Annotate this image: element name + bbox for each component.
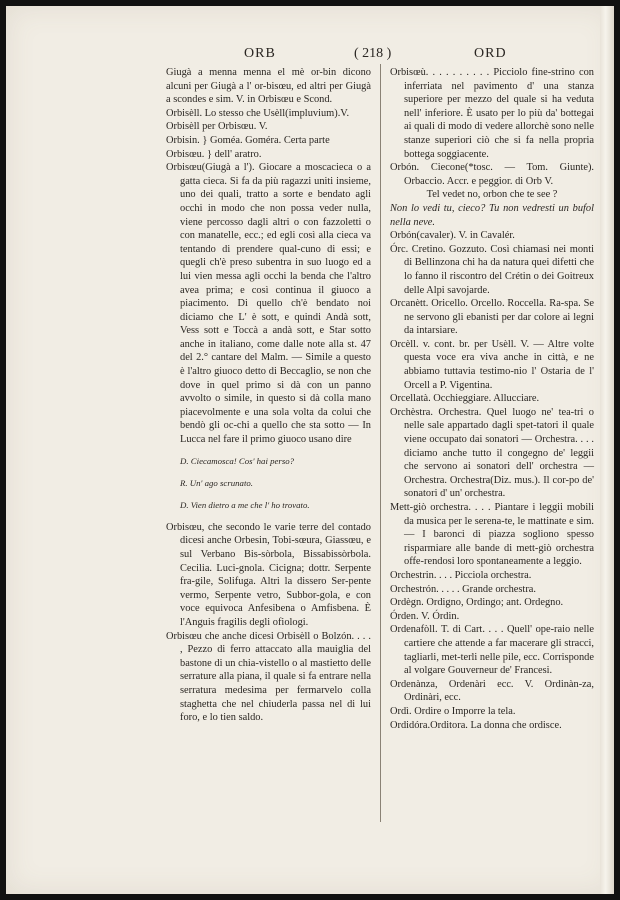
header-right-guideword: ORD [474, 46, 507, 61]
entry-orbisoeu-serpente: Orbisœu, che secondo le varie terre del contado dicesi anche Orbesin, Tobi-sœura, Giassœu, e sul Verbano Bis-sòrbola, Bissabissòrbola. Cecilia. Luci-gnola. Cicigna; dottr. Serpente fra-gile, Solifuga. Altri la dissero Ser-pente vermo, Serpente vetro, Subbor-gola, e con voce equivoca Anfesibena o Amfisbena. È l'Anguis fragilis degli ofiologi. [166, 521, 371, 628]
entry-ordi: Ordì. Ordire o Imporre la tela. [390, 705, 516, 717]
page-edge [600, 6, 614, 894]
header-left-guideword: ORB [244, 46, 276, 61]
book-page [6, 6, 614, 894]
entry-orcell: Orcèll. v. cont. br. per Usèll. V. — Altre volte questa voce era viva anche in città, e ne abbiamo tuttavia testimo-nio l' Ostaria de l' Orcell a P. Vigentina. [390, 338, 594, 391]
entry-orbisoeu-ferro: Orbisœu che anche dicesi Orbisèll o Bolzón. . . . , Pezzo di ferro attaccato alla mauiglia del bastone di un chia-vistello o al mastietto delle serrature alla piana, il quale si fa entrare nella serratura medesima per fermarvelo colla staghetta che nel chiuderla passa nel di lui foro, e lo tien saldo. [166, 630, 371, 724]
entry-orbisin: Orbisin. } Goméa. Goméra. Certa parte [166, 134, 330, 146]
entry-mett-gio-orchestra: Mett-giò orchestra. . . . Piantare i leggii mobili da musica per le serena-te, le mattinate e sim. — I baronci di piazza sogliono spesso risparmiare alle bande di mett-giò orchestra offe-rendosi loro spontaneamente a leggio. [390, 502, 594, 568]
entry-ordenafoll: Ordenafòll. T. di Cart. . . . Quell' ope-raio nelle cartiere che attende a far macerare gli stracci, tagliarli, met-terli nelle pile, ecc. Corrisponde al volgare Gouverneur de' Francesi. [390, 624, 594, 677]
right-column [390, 66, 594, 732]
quote-line-3: D. Vien dietro a me che l' ho trovato. [180, 500, 310, 511]
left-column [166, 66, 371, 725]
entry-orbisoeu-finestrino: Orbisœù. . . . . . . . . . Picciolo fine-strino con inferriata nel pavimento d' una stanza superiore per mezzo del quale si ha veduta nell' inferiore. È usato per lo più da' bottegai ai quali di modo di vedere allorchè sono nelle stanze superiori ciò che si fa nella propria bottega soggiacente. [390, 67, 594, 160]
entry-orchestron: Orchestrón. . . . . Grande orchestra. [390, 583, 536, 595]
entry-orbon: Orbón. Ciecone(*tosc. — Tom. Giunte). Orbaccio. Accr. e peggior. di Orb V. [390, 162, 594, 187]
entry-orbon-cavaler: Orbón(cavaler). V. in Cavalér. [390, 230, 515, 242]
entry-orbisoeu-giuga: Orbisœu(Giugà a l'). Giocare a moscacieca o a gatta cieca. Si fa da più ragazzi uniti insieme, uno dei quali, tratto a sorte e bendato agli occhi in modo che non possa veder nulla, viene percosso dagli altri o con fazzoletti o con manatelle, ecc.; ed egli così alla cieca va tentando di prendere qual-cuno di essi; e quegli ch'è preso subentra in suo luogo ed a lui vien messa agli occhi la benda che l'altro avea prima; e così continua il giuoco a piacimento. Di quello ch'è bendato noi diciamo che L' è sott, e quindi Andà sott, Vess sott e Toccà a andà sott, e Star sotto anche in italiano, come dalle note alla st. 47 del 2.° cantare del Malm. — Simile a questo è l'altro giuoco detto di Beccaglio, se non che dove in quel primo si dà con un panno avvolto o simile, in questo si dà colla mano piacevolmente e una sola volta da colui che bendò gli oc-chi a quello che sta sotto — In Lucca nel fare il primo giuoco usano dire [166, 162, 371, 446]
column-rule [380, 64, 381, 822]
entry-orcanett: Orcanètt. Oricello. Orcello. Roccella. Ra-spa. Se ne servono gli ebanisti per dar colore ai legni da intarsiare. [390, 298, 594, 337]
example-dialect: Tel vedet no, orbon che te see ? [426, 189, 558, 201]
entry-ordegn: Ordègn. Ordigno, Ordingo; ant. Ordegno. [390, 597, 564, 609]
entry-orc: Órc. Cretino. Gozzuto. Così chiamasi nei monti di Bellinzona chi ha da natura quei difetti che lo fanno il riscontro del Crétin o dei Goitreux delle Alpi savojarde. [390, 243, 594, 296]
entry-ordenanza: Ordenànza, Ordenàri ecc. V. Ordinàn-za, Ordinàri, ecc. [390, 678, 594, 704]
entry-orbisell-usell: Orbisèll. Lo stesso che Usèll(impluvium).V. [166, 107, 350, 119]
running-header [166, 46, 511, 66]
entry-orchestra: Orchèstra. Orchestra. Quel luogo ne' tea-tri o nelle sale appartado dagli spet-tatori il quale viene occupato dai sonatori — Orchestra. . . . diciamo anche tutto il congegno de' leggii che servono ai sonatori dell' orchestra — Orchestra. Orchestra(Diz. mus.). Il cor-po de' sonatori d' un' orchestra. [390, 406, 594, 500]
entry-orchestrin: Orchestrin. . . . Picciola orchestra. [390, 569, 532, 581]
entry-giuga-continuation: Giugà a menna menna el mè or-bin dicono alcuni per Giugà a l' or-bisœu, ed altri per Giugà a scondes e sim. V. in Orbisœu e Scond. [166, 67, 371, 106]
page-number: ( 218 ) [354, 46, 392, 61]
entry-ordidora: Ordidóra.Orditora. La donna che ordisce. [390, 719, 562, 731]
quote-line-1: D. Ciecamosca! Cos' hai perso? [180, 456, 295, 467]
entry-orbisoeu-aratro: Orbisœu. } dell' aratro. [166, 148, 262, 160]
entry-orden: Órden. V. Órdin. [390, 610, 460, 622]
entry-orcellata: Orcellatà. Occhieggiare. Allucciare. [390, 393, 540, 405]
entry-orbisell-orbisoeu: Orbisèll per Orbisœu. V. [166, 121, 268, 133]
quote-line-2: R. Un' ago scrunato. [180, 478, 253, 489]
example-italian: Non lo vedi tu, cieco? Tu non vedresti un bufol nella neve. [390, 202, 594, 228]
